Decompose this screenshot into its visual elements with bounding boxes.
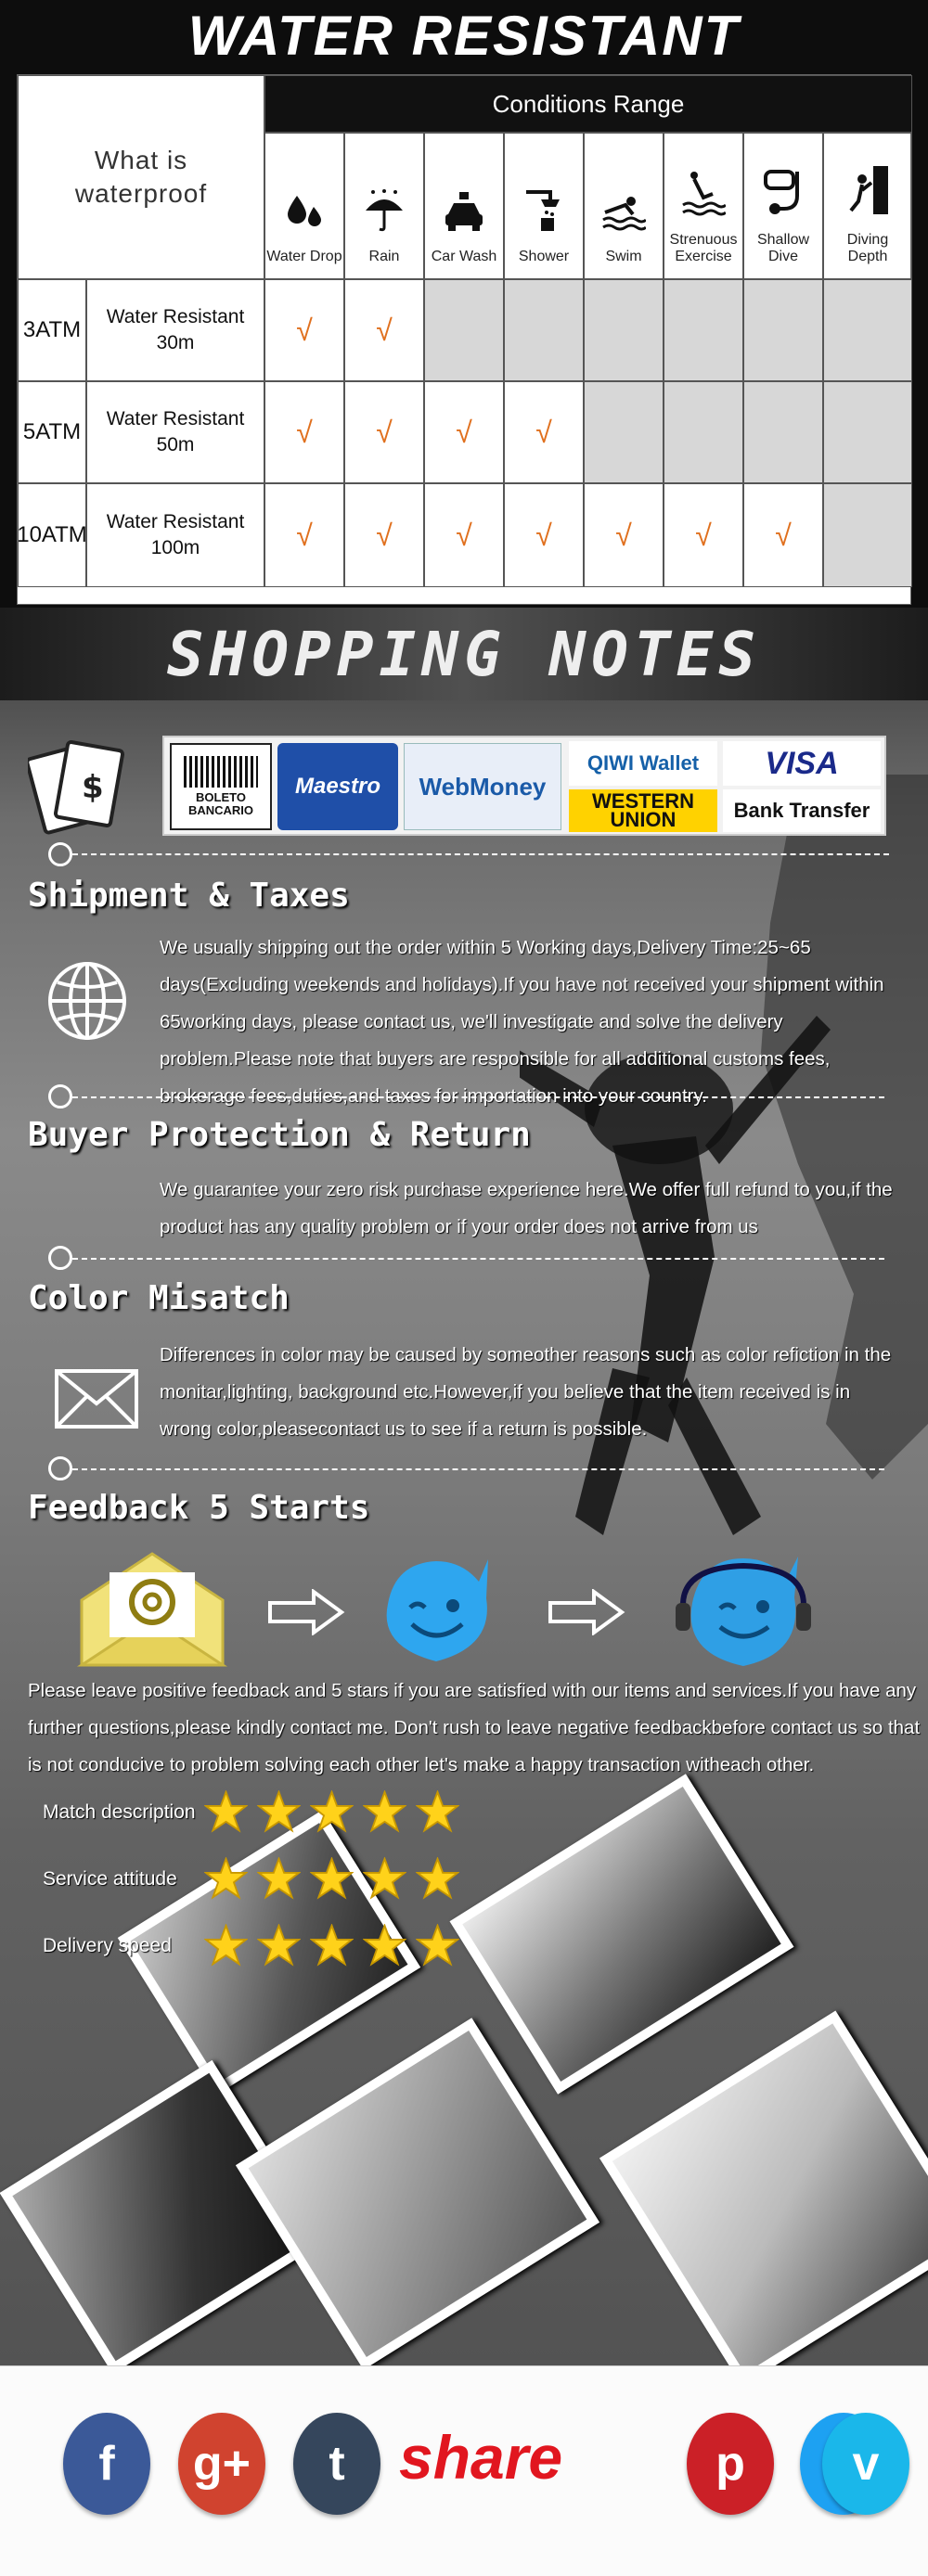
rating-row xyxy=(37,1790,520,1837)
rating-row xyxy=(37,1857,520,1903)
atm-rating-cell xyxy=(18,279,86,381)
car-wash-icon xyxy=(443,190,485,249)
condition-cell xyxy=(264,483,344,587)
condition-cell xyxy=(344,483,424,587)
swim-icon xyxy=(601,196,646,249)
check-mark: √ xyxy=(456,415,472,449)
star-rating xyxy=(204,1790,459,1834)
condition-cell xyxy=(743,279,823,381)
condition-label: Diving Depth xyxy=(846,232,889,264)
water-resistant-title: WATER RESISTANT xyxy=(187,5,741,67)
condition-label: Shallow Dive xyxy=(756,232,810,264)
condition-column-header xyxy=(424,133,504,279)
condition-column-header xyxy=(344,133,424,279)
shopping-notes-section xyxy=(0,608,928,2365)
condition-cell xyxy=(344,381,424,483)
condition-label: Water Drop xyxy=(266,249,342,264)
bank-transfer-label: Bank Transfer xyxy=(733,799,870,822)
condition-column-header xyxy=(664,133,743,279)
visa-logo xyxy=(723,741,881,786)
divider-marker xyxy=(48,1246,72,1270)
divider-marker xyxy=(48,842,72,866)
condition-label: Swim xyxy=(605,249,642,264)
condition-label: Strenuous Exercise xyxy=(669,232,738,264)
star-icon xyxy=(204,1790,248,1834)
condition-cell xyxy=(504,483,584,587)
atm-rating: 3ATM xyxy=(22,317,82,342)
water-resistant-section xyxy=(0,0,928,608)
condition-label: Car Wash xyxy=(431,249,497,264)
rating-label: Delivery speed xyxy=(43,1935,172,1956)
vimeo-share-button[interactable] xyxy=(822,2413,909,2515)
star-icon xyxy=(363,1924,406,1967)
conditions-range-label: Conditions Range xyxy=(492,89,685,118)
condition-cell xyxy=(584,381,664,483)
what-is-waterproof-label: What is waterproof xyxy=(74,146,208,208)
pinterest-share-button[interactable] xyxy=(687,2413,774,2515)
resistance-label-cell xyxy=(86,483,264,587)
divider-marker xyxy=(48,1456,72,1480)
conditions-range-header xyxy=(264,75,912,133)
star-icon xyxy=(204,1857,248,1901)
star-icon xyxy=(310,1924,354,1967)
money-icon xyxy=(28,733,130,835)
atm-rating: 10ATM xyxy=(17,522,87,547)
condition-cell xyxy=(504,381,584,483)
check-mark: √ xyxy=(376,313,393,347)
condition-cell xyxy=(424,381,504,483)
what-is-waterproof-cell xyxy=(18,75,264,279)
pinterest-icon: p xyxy=(715,2437,745,2491)
star-icon xyxy=(416,1790,459,1834)
visa-label: VISA xyxy=(765,745,839,781)
star-icon xyxy=(310,1790,354,1834)
star-icon xyxy=(363,1790,406,1834)
condition-column-header xyxy=(264,133,344,279)
check-mark: √ xyxy=(296,415,313,449)
atm-rating-cell xyxy=(18,483,86,587)
divider-line xyxy=(72,1258,884,1260)
arrow-right-icon xyxy=(267,1589,345,1635)
star-icon xyxy=(257,1857,301,1901)
divider-line xyxy=(72,853,889,855)
condition-column-header xyxy=(504,133,584,279)
facebook-icon: f xyxy=(98,2437,115,2491)
check-mark: √ xyxy=(376,518,393,552)
star-icon xyxy=(204,1924,248,1967)
check-mark: √ xyxy=(615,518,632,552)
smiley-headset-icon xyxy=(674,1549,813,1675)
resistance-label-cell xyxy=(86,381,264,483)
diving-depth-icon xyxy=(845,164,890,232)
star-icon xyxy=(310,1857,354,1901)
color-mismatch-text: Differences in color may be caused by someother reasons such as color refiction in the monitar,lighting, background etc.However,if you believe that the item received is in wrong color,pleasecontact us to see if a return is possible. xyxy=(160,1344,892,1440)
bank-transfer-logo xyxy=(723,789,881,832)
check-mark: √ xyxy=(535,415,552,449)
condition-cell xyxy=(823,381,912,483)
condition-column-header xyxy=(823,133,912,279)
western-union-logo xyxy=(569,789,717,832)
divider-line xyxy=(72,1096,884,1098)
rating-label: Match description xyxy=(43,1801,196,1823)
feedback-heading: Feedback 5 Starts xyxy=(28,1489,370,1527)
sport-photo-skier xyxy=(599,2011,928,2365)
smiley-wink-icon xyxy=(379,1554,494,1669)
resistance-label: Water Resistant 30m xyxy=(106,306,245,353)
condition-column-header xyxy=(743,133,823,279)
divider-marker xyxy=(48,1084,72,1109)
water-drop-icon xyxy=(286,192,323,249)
google-plus-share-button[interactable] xyxy=(178,2413,265,2515)
buyer-protection-text: We guarantee your zero risk purchase experience here.We offer full refund to you,if the product has any quality problem or if your order does not arrive from us xyxy=(160,1179,893,1237)
globe-icon xyxy=(45,958,130,1044)
check-mark: √ xyxy=(456,518,472,552)
vimeo-icon: v xyxy=(852,2437,880,2491)
condition-cell xyxy=(664,279,743,381)
condition-column-header xyxy=(584,133,664,279)
check-mark: √ xyxy=(296,313,313,347)
star-icon xyxy=(257,1790,301,1834)
resistance-label-cell xyxy=(86,279,264,381)
condition-cell xyxy=(584,483,664,587)
share-bar xyxy=(0,2365,928,2576)
buyer-protection-heading: Buyer Protection & Return xyxy=(28,1116,531,1154)
facebook-share-button[interactable] xyxy=(63,2413,150,2515)
condition-cell xyxy=(823,483,912,587)
check-mark: √ xyxy=(535,518,552,552)
webmoney-label: WebMoney xyxy=(419,772,547,801)
shipment-heading: Shipment & Taxes xyxy=(28,877,350,915)
condition-cell xyxy=(424,483,504,587)
boleto-logo xyxy=(170,743,272,830)
check-mark: √ xyxy=(296,518,313,552)
rating-row xyxy=(37,1924,520,1970)
western-union-label: WESTERN UNION xyxy=(592,789,694,831)
feedback-text: Please leave positive feedback and 5 stars if you are satisfied with our items and services.If you have any further questions,please kindly contact me. Don't rush to leave negative feedbackbefore contact us so that is not conducive to problem solving each other let's make a happy transaction witheach other. xyxy=(28,1680,921,1775)
maestro-label: Maestro xyxy=(294,774,381,799)
star-icon xyxy=(416,1924,459,1967)
condition-cell xyxy=(264,279,344,381)
tumblr-icon: t xyxy=(329,2437,345,2491)
color-mismatch-heading: Color Misatch xyxy=(28,1279,290,1317)
condition-cell xyxy=(504,279,584,381)
condition-cell xyxy=(584,279,664,381)
rating-label: Service attitude xyxy=(43,1868,177,1890)
shallow-dive-icon xyxy=(762,168,805,232)
strenuous-exercise-icon xyxy=(681,170,726,232)
qiwi-label: QIWI Wallet xyxy=(586,751,700,775)
condition-label: Rain xyxy=(368,249,400,264)
shipment-text: We usually shipping out the order within 5 Working days,Delivery Time:25~65 days(Excluding weekends and holidays).If you have not received your shipment within 65working days, please contact us, we'll investigate and solve the delivery problem.Please note that buyers are responsible for all additional customs fees, brokerage fees,duties,and taxes for importation into your country. xyxy=(160,937,884,1107)
shower-icon xyxy=(522,188,565,249)
check-mark: √ xyxy=(376,415,393,449)
condition-label: Shower xyxy=(518,249,570,264)
atm-rating-cell xyxy=(18,381,86,483)
maestro-logo xyxy=(277,743,398,830)
condition-cell xyxy=(743,483,823,587)
condition-cell xyxy=(264,381,344,483)
star-rating xyxy=(204,1924,459,1967)
shopping-notes-title: SHOPPING NOTES xyxy=(166,619,762,690)
star-icon xyxy=(257,1924,301,1967)
condition-cell xyxy=(664,381,743,483)
resistance-label: Water Resistant 50m xyxy=(106,408,245,455)
star-icon xyxy=(416,1857,459,1901)
star-icon xyxy=(363,1857,406,1901)
qiwi-logo xyxy=(569,741,717,786)
check-mark: √ xyxy=(775,518,792,552)
condition-cell xyxy=(823,279,912,381)
condition-cell xyxy=(743,381,823,483)
divider-line xyxy=(72,1468,884,1470)
google-plus-icon: g+ xyxy=(192,2437,251,2491)
condition-cell xyxy=(344,279,424,381)
check-mark: √ xyxy=(695,518,712,552)
email-envelope-icon xyxy=(72,1544,232,1674)
payment-methods xyxy=(162,736,886,836)
envelope-icon xyxy=(54,1368,139,1429)
rain-icon xyxy=(364,188,405,249)
resistance-label: Water Resistant 100m xyxy=(106,511,245,558)
arrow-right-icon xyxy=(548,1589,625,1635)
water-resistant-table xyxy=(17,74,911,605)
condition-cell xyxy=(424,279,504,381)
share-label: share xyxy=(399,2423,563,2492)
condition-cell xyxy=(664,483,743,587)
webmoney-logo xyxy=(404,743,561,830)
tumblr-share-button[interactable] xyxy=(293,2413,380,2515)
svg-text:$: $ xyxy=(82,769,104,806)
atm-rating: 5ATM xyxy=(22,419,82,444)
star-rating xyxy=(204,1857,459,1901)
boleto-label: BOLETO BANCARIO xyxy=(187,790,254,817)
